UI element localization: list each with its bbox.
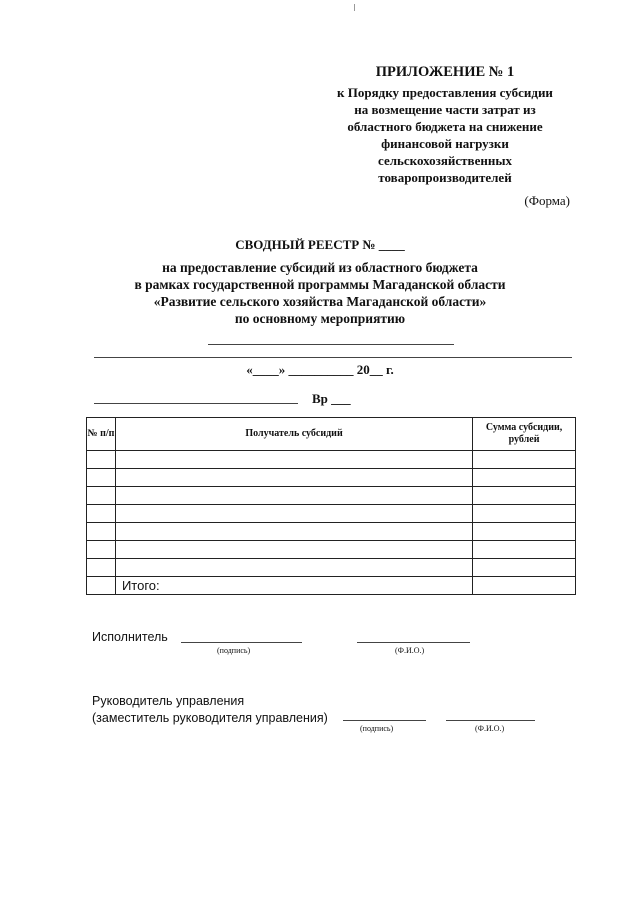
- form-label: (Форма): [524, 193, 570, 208]
- appendix-line: товаропроизводителей: [378, 170, 512, 185]
- header-number: № п/п: [87, 418, 116, 451]
- appendix-line: на возмещение части затрат из: [354, 102, 536, 117]
- register-subtitle: [0, 259, 640, 327]
- subtitle-line: «Развитие сельского хозяйства Магаданской области»: [153, 294, 487, 309]
- executor-label: Исполнитель: [92, 630, 168, 644]
- table-row: [87, 487, 576, 505]
- vr-field: Вр ___: [312, 391, 351, 406]
- register-date: «____» __________ 20__ г.: [246, 362, 394, 377]
- table-row: [87, 523, 576, 541]
- head-label: [92, 693, 328, 727]
- head-signature-line: [343, 720, 426, 721]
- appendix-line: финансовой нагрузки: [381, 136, 509, 151]
- appendix-line: к Порядку предоставления субсидии: [337, 85, 553, 100]
- table-row: [87, 541, 576, 559]
- activity-blank-line: [208, 344, 454, 345]
- register-title: СВОДНЫЙ РЕЕСТР № ____: [235, 237, 405, 252]
- subtitle-line: по основному мероприятию: [234, 311, 406, 326]
- head-signature-caption: (подпись): [360, 724, 394, 733]
- appendix-block: [300, 64, 590, 186]
- department-blank-line: [94, 403, 298, 404]
- executor-name-caption: (Ф.И.О.): [395, 646, 425, 655]
- table-row: [87, 451, 576, 469]
- header-amount: Сумма субсидии, рублей: [473, 418, 576, 451]
- activity-blank-line-2: [94, 357, 572, 358]
- appendix-line: областного бюджета на снижение: [347, 119, 543, 134]
- total-label: Итого:: [115, 577, 472, 595]
- table-row: [87, 559, 576, 577]
- head-label-line: Руководитель управления: [92, 694, 245, 708]
- executor-name-line: [357, 642, 470, 643]
- head-name-caption: (Ф.И.О.): [475, 724, 505, 733]
- appendix-line: сельскохозяйственных: [378, 153, 512, 168]
- register-table: [86, 417, 576, 595]
- table-total-row: [87, 577, 576, 595]
- executor-signature-line: [181, 642, 302, 643]
- table-row: [87, 505, 576, 523]
- subtitle-line: в рамках государственной программы Магаданской области: [134, 277, 506, 292]
- table-row: [87, 469, 576, 487]
- head-name-line: [446, 720, 535, 721]
- subtitle-line: на предоставление субсидий из областного бюджета: [162, 260, 478, 275]
- table-header-row: [87, 418, 576, 451]
- executor-signature-caption: (подпись): [217, 646, 251, 655]
- head-label-line: (заместитель руководителя управления): [92, 711, 328, 725]
- top-mark: [354, 4, 355, 11]
- header-recipient: Получатель субсидий: [115, 418, 472, 451]
- appendix-heading: ПРИЛОЖЕНИЕ № 1: [375, 64, 515, 80]
